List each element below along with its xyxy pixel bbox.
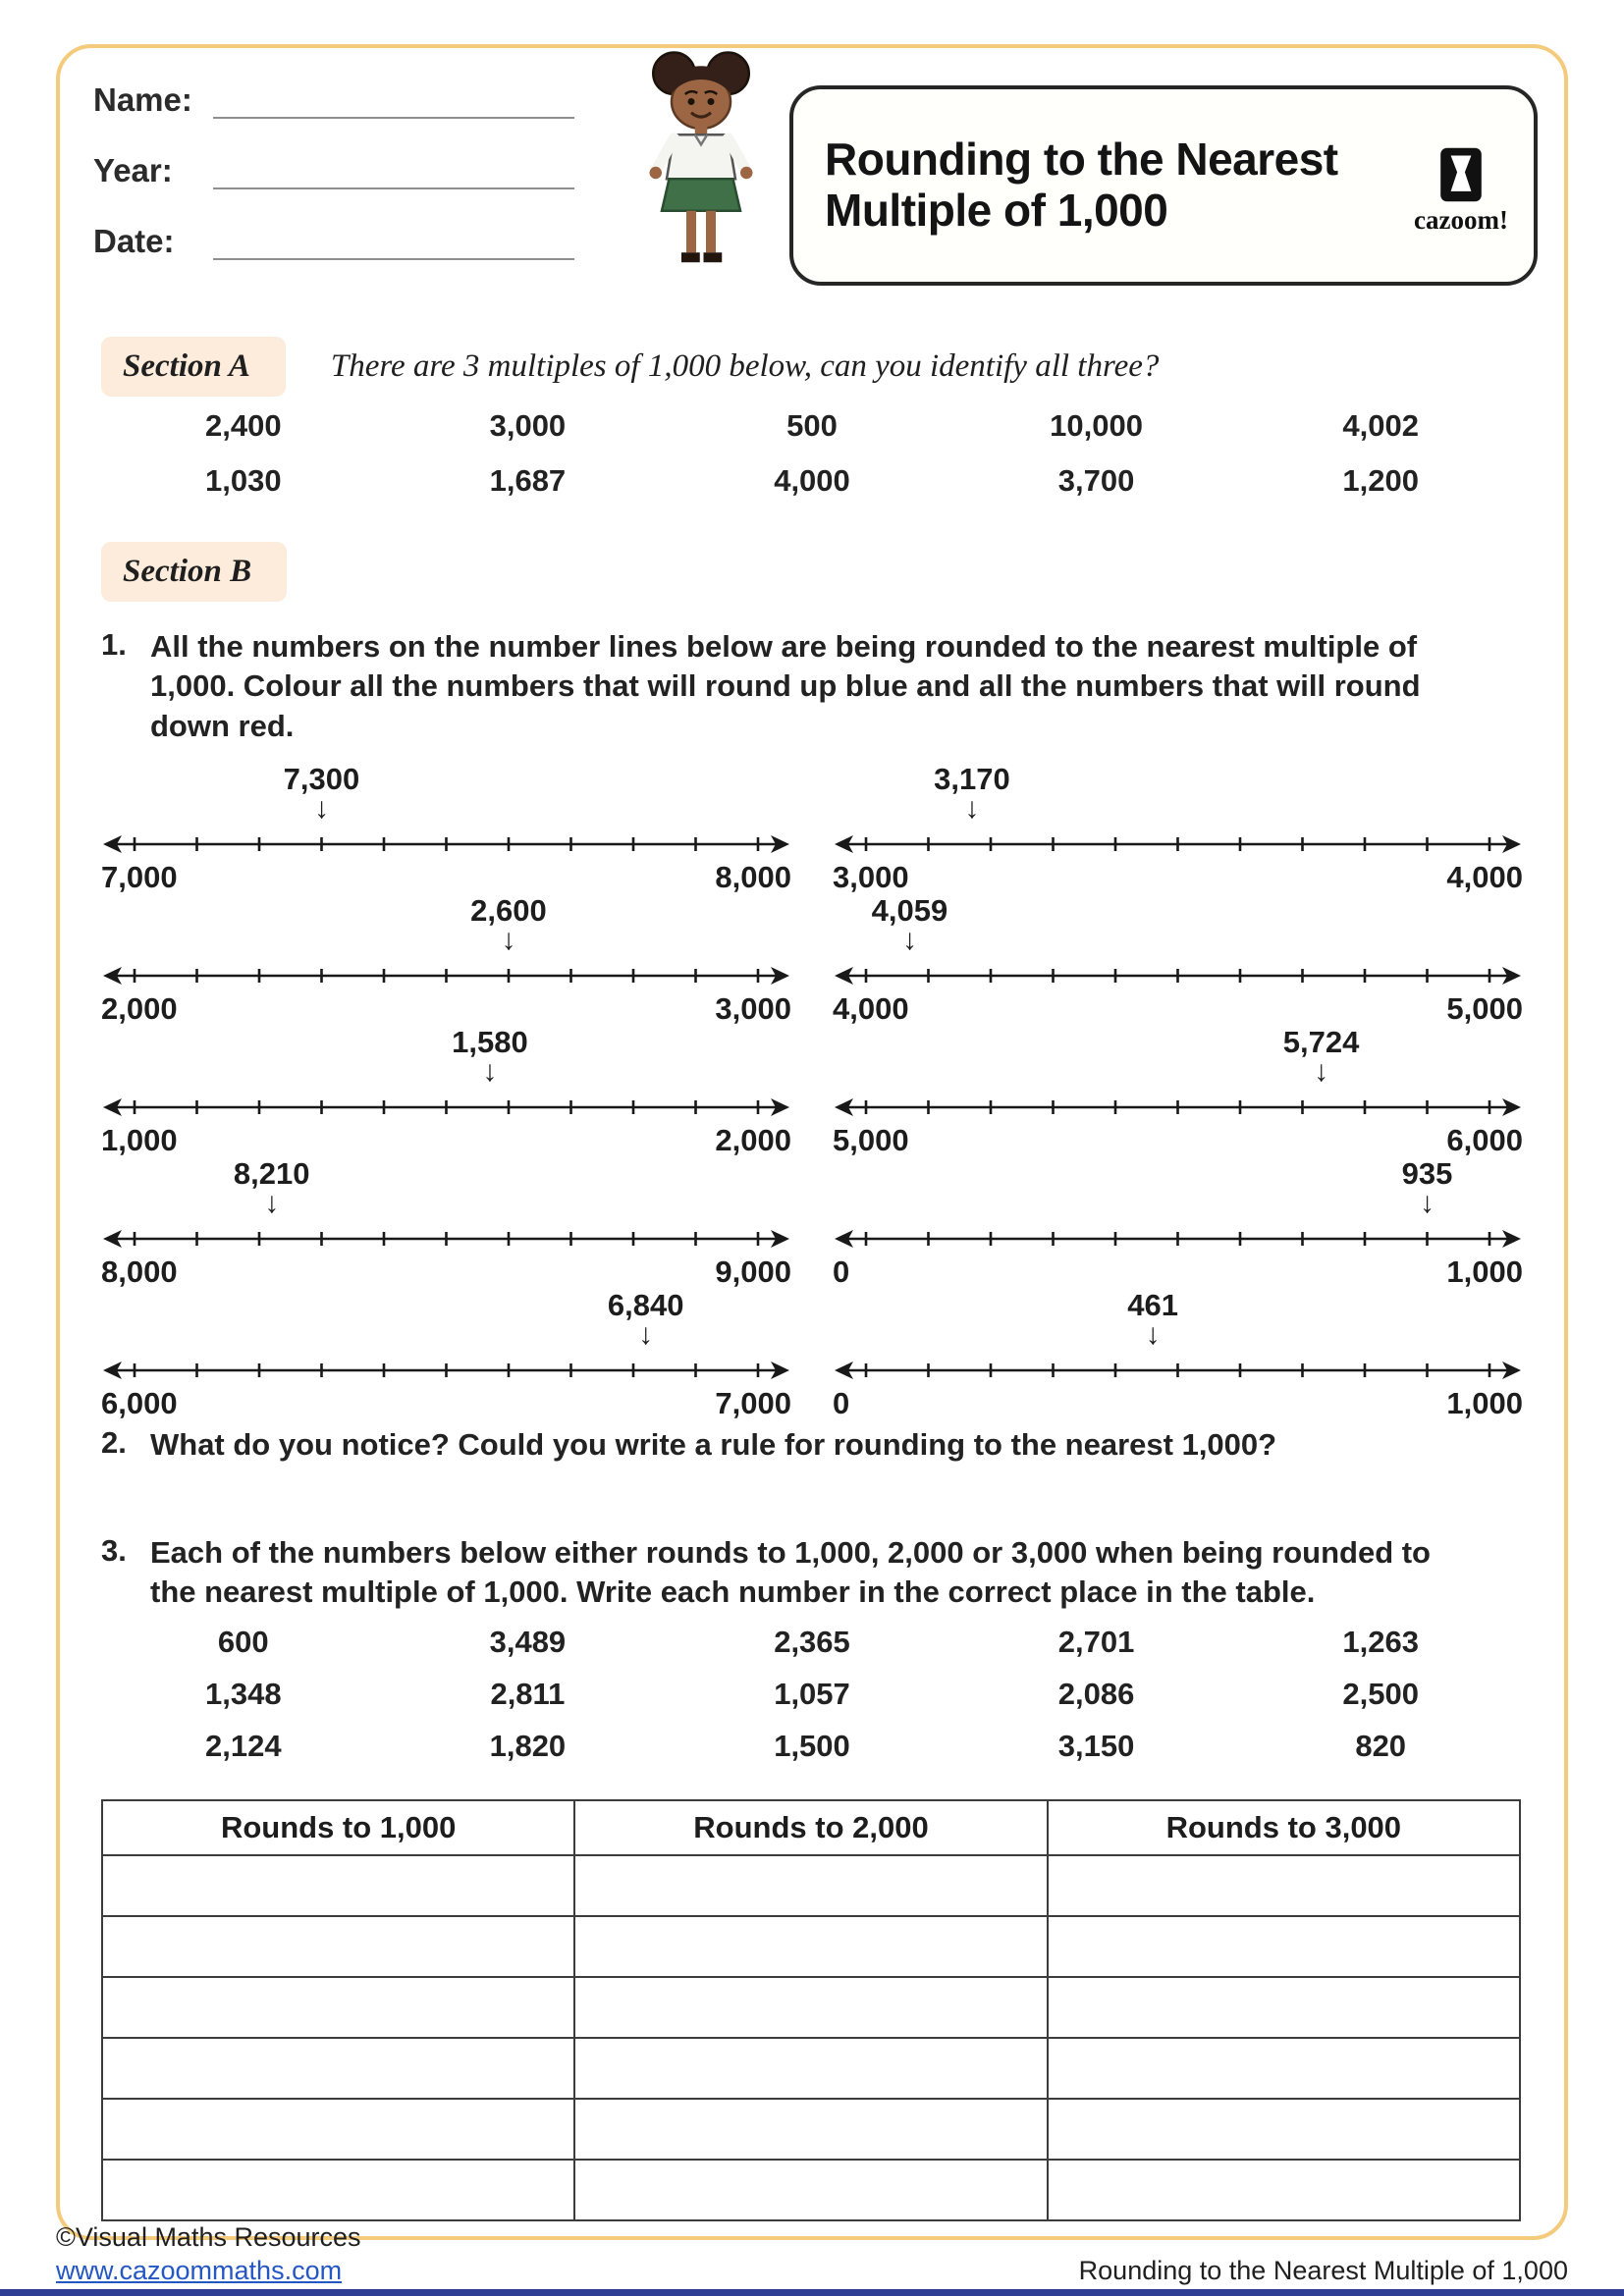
- number-line-range: [833, 1386, 1523, 1421]
- name-label: Name:: [93, 81, 192, 118]
- number-line-axis: [101, 962, 791, 989]
- answer-cell[interactable]: [574, 1855, 1047, 1916]
- marked-point: [283, 761, 360, 825]
- marked-point: [1127, 1287, 1178, 1351]
- answer-cell[interactable]: [102, 1977, 574, 2038]
- section-a-number: 3,000: [489, 408, 567, 443]
- down-arrow-icon: ↓: [482, 1054, 498, 1088]
- answer-cell[interactable]: [102, 2038, 574, 2099]
- rounding-answer-table: [101, 1799, 1521, 2221]
- range-start-label: 4,000: [833, 990, 909, 1026]
- cazoom-logo-text: cazoom!: [1414, 204, 1508, 235]
- question-3-text: Each of the numbers below either rounds to 1,000, 2,000 or 3,000 when being rounded to the nearest multiple of 1,000. Write each number in the correct place in the table.: [150, 1535, 1431, 1610]
- range-start-label: 5,000: [833, 1122, 909, 1157]
- number-line-axis: [833, 962, 1523, 989]
- number-line: [101, 1156, 791, 1288]
- marked-number-label: 4,059: [871, 892, 948, 928]
- number-line-axis: [101, 1094, 791, 1121]
- answer-cell[interactable]: [102, 1916, 574, 1977]
- number-line-range: [101, 1123, 791, 1158]
- section-a-number: 1,200: [1342, 463, 1419, 498]
- section-a-numbers: [101, 408, 1523, 499]
- number-line-range: [833, 991, 1523, 1027]
- section-a-question: There are 3 multiples of 1,000 below, can you identify all three?: [330, 348, 1160, 384]
- range-start-label: 2,000: [101, 990, 178, 1026]
- number-line-range: [101, 1255, 791, 1290]
- question-3-number-item: 1,500: [774, 1728, 850, 1763]
- number-line: [833, 762, 1523, 893]
- number-line: [101, 762, 791, 893]
- question-2-text: What do you notice? Could you write a rule for rounding to the nearest 1,000?: [150, 1426, 1277, 1462]
- marked-number-label: 2,600: [470, 892, 547, 928]
- question-1-text: All the numbers on the number lines below are being rounded to the nearest multiple of 1,000. Colour all the numbers that will round up blue and all the numbers that will round down red.: [150, 629, 1421, 743]
- range-start-label: 1,000: [101, 1122, 178, 1157]
- table-header-cell: Rounds to 1,000: [102, 1800, 574, 1855]
- date-input-line[interactable]: [213, 225, 574, 260]
- question-2: [101, 1425, 1523, 1465]
- year-input-line[interactable]: [213, 154, 574, 189]
- marked-point: [452, 1024, 528, 1088]
- range-start-label: 3,000: [833, 859, 909, 894]
- range-end-label: 4,000: [1446, 859, 1523, 894]
- marked-point: [1282, 1024, 1360, 1088]
- number-line: [833, 1288, 1523, 1419]
- question-3: [101, 1533, 1523, 1613]
- question-3-numbers: [101, 1625, 1523, 1764]
- table-header-cell: Rounds to 2,000: [574, 1800, 1047, 1855]
- name-field: [93, 81, 574, 119]
- number-line-range: [101, 991, 791, 1027]
- question-3-number-item: 1,820: [489, 1728, 567, 1763]
- number-line: [101, 1288, 791, 1419]
- number-line-range: [101, 860, 791, 895]
- number-line-axis: [833, 1094, 1523, 1121]
- number-line-axis: [101, 1225, 791, 1253]
- range-end-label: 6,000: [1446, 1122, 1523, 1157]
- down-arrow-icon: ↓: [501, 923, 516, 956]
- question-3-number-item: 2,811: [490, 1676, 566, 1711]
- question-3-number-item: 2,365: [774, 1624, 850, 1659]
- section-a-number: 500: [786, 408, 838, 443]
- section-a-number: 3,700: [1057, 463, 1135, 498]
- question-1: [101, 627, 1523, 746]
- question-3-number-item: 3,150: [1057, 1728, 1135, 1763]
- answer-cell[interactable]: [102, 1855, 574, 1916]
- page-border: [56, 44, 1568, 2240]
- marked-point: [871, 892, 948, 956]
- page-footer: [56, 2222, 1568, 2286]
- marked-point: [607, 1287, 684, 1351]
- answer-cell[interactable]: [1048, 1855, 1520, 1916]
- question-3-number: 3.: [101, 1533, 127, 1569]
- range-start-label: 0: [833, 1385, 850, 1420]
- question-3-number-item: 2,500: [1342, 1676, 1419, 1711]
- answer-cell[interactable]: [574, 1916, 1047, 1977]
- answer-cell[interactable]: [102, 2160, 574, 2220]
- question-3-number-item: 820: [1355, 1728, 1407, 1763]
- marked-number-label: 461: [1127, 1287, 1178, 1322]
- year-field: [93, 152, 574, 189]
- number-line: [833, 1156, 1523, 1288]
- range-end-label: 1,000: [1446, 1254, 1523, 1289]
- date-label: Date:: [93, 223, 175, 259]
- question-1-number: 1.: [101, 627, 127, 662]
- range-end-label: 2,000: [715, 1122, 791, 1157]
- cazoom-logo-icon: [1435, 146, 1487, 203]
- question-3-number-item: 2,701: [1057, 1624, 1135, 1659]
- answer-cell[interactable]: [574, 2160, 1047, 2220]
- down-arrow-icon: ↓: [1314, 1054, 1329, 1088]
- section-a-number: 10,000: [1050, 408, 1143, 443]
- number-line: [101, 1025, 791, 1156]
- section-a-number: 1,030: [205, 463, 282, 498]
- question-3-number-item: 600: [217, 1624, 269, 1659]
- question-3-number-item: 2,124: [205, 1728, 282, 1763]
- table-row: [102, 1855, 1520, 1916]
- range-end-label: 9,000: [715, 1254, 791, 1289]
- year-label: Year:: [93, 152, 173, 188]
- bottom-accent-bar: [0, 2289, 1624, 2296]
- range-end-label: 7,000: [715, 1385, 791, 1420]
- marked-number-label: 3,170: [934, 761, 1010, 796]
- footer-website-link[interactable]: www.cazoommaths.com: [56, 2256, 343, 2285]
- range-start-label: 0: [833, 1254, 850, 1289]
- title-line-2: Multiple of 1,000: [825, 185, 1168, 236]
- worksheet-title: [825, 134, 1410, 236]
- question-3-number-item: 3,489: [489, 1624, 567, 1659]
- section-a-number: 4,000: [774, 463, 850, 498]
- footer-copyright: ©Visual Maths Resources: [56, 2222, 361, 2252]
- title-box: [789, 85, 1538, 286]
- table-header-cell: Rounds to 3,000: [1048, 1800, 1520, 1855]
- answer-cell[interactable]: [574, 2099, 1047, 2160]
- section-a-number: 2,400: [205, 408, 282, 443]
- marked-number-label: 6,840: [607, 1287, 684, 1322]
- range-start-label: 7,000: [101, 859, 178, 894]
- name-input-line[interactable]: [213, 83, 574, 119]
- down-arrow-icon: ↓: [313, 791, 329, 825]
- table-row: [102, 2099, 1520, 2160]
- marked-number-label: 7,300: [283, 761, 360, 796]
- table-row: [102, 2160, 1520, 2220]
- number-line-axis: [101, 830, 791, 858]
- answer-cell[interactable]: [1048, 2038, 1520, 2099]
- answer-cell[interactable]: [1048, 2160, 1520, 2220]
- down-arrow-icon: ↓: [1145, 1317, 1161, 1351]
- down-arrow-icon: ↓: [264, 1186, 280, 1219]
- number-line-range: [101, 1386, 791, 1421]
- answer-cell[interactable]: [102, 2099, 574, 2160]
- question-3-number-item: 1,057: [774, 1676, 850, 1711]
- number-line: [101, 893, 791, 1025]
- question-3-number-item: 1,348: [205, 1676, 282, 1711]
- answer-cell[interactable]: [1048, 1916, 1520, 1977]
- number-line: [833, 1025, 1523, 1156]
- answer-writing-space[interactable]: [101, 1465, 1523, 1533]
- student-character-illustration: [627, 46, 775, 280]
- section-b-header: [101, 542, 1523, 602]
- footer-document-title: Rounding to the Nearest Multiple of 1,000: [1078, 2256, 1568, 2285]
- down-arrow-icon: ↓: [901, 923, 917, 956]
- section-a-header: [101, 337, 1523, 397]
- worksheet-header: [93, 74, 1523, 321]
- table-row: [102, 1977, 1520, 2038]
- footer-left: [56, 2222, 361, 2286]
- number-line-axis: [833, 1225, 1523, 1253]
- question-3-number-item: 2,086: [1057, 1676, 1135, 1711]
- range-end-label: 1,000: [1446, 1385, 1523, 1420]
- table-row: [102, 2038, 1520, 2099]
- range-end-label: 5,000: [1446, 990, 1523, 1026]
- number-line-axis: [101, 1357, 791, 1384]
- marked-point: [233, 1155, 310, 1219]
- marked-point: [470, 892, 547, 956]
- down-arrow-icon: ↓: [1419, 1186, 1435, 1219]
- marked-number-label: 8,210: [233, 1155, 310, 1191]
- range-start-label: 6,000: [101, 1385, 178, 1420]
- cazoom-logo: [1410, 146, 1512, 236]
- question-2-number: 2.: [101, 1424, 127, 1460]
- section-a-number: 4,002: [1342, 408, 1419, 443]
- down-arrow-icon: ↓: [964, 791, 980, 825]
- date-field: [93, 223, 574, 260]
- marked-point: [934, 761, 1010, 825]
- number-lines-grid: [101, 762, 1523, 1419]
- number-line-range: [833, 1123, 1523, 1158]
- answer-cell[interactable]: [574, 2038, 1047, 2099]
- marked-number-label: 1,580: [452, 1024, 528, 1059]
- section-b-label: Section B: [101, 542, 287, 602]
- question-3-number-item: 1,263: [1342, 1624, 1419, 1659]
- answer-cell[interactable]: [1048, 1977, 1520, 2038]
- answer-cell[interactable]: [574, 1977, 1047, 2038]
- section-a-number: 1,687: [489, 463, 567, 498]
- range-end-label: 3,000: [715, 990, 791, 1026]
- down-arrow-icon: ↓: [638, 1317, 654, 1351]
- number-line-range: [833, 860, 1523, 895]
- title-line-1: Rounding to the Nearest: [825, 133, 1338, 186]
- number-line-range: [833, 1255, 1523, 1290]
- marked-number-label: 935: [1401, 1155, 1453, 1191]
- marked-number-label: 5,724: [1282, 1024, 1360, 1059]
- student-info-fields: [93, 81, 574, 294]
- table-row: [102, 1916, 1520, 1977]
- section-a-label: Section A: [101, 337, 286, 397]
- number-line-axis: [833, 830, 1523, 858]
- marked-point: [1401, 1155, 1453, 1219]
- range-start-label: 8,000: [101, 1254, 178, 1289]
- answer-cell[interactable]: [1048, 2099, 1520, 2160]
- range-end-label: 8,000: [715, 859, 791, 894]
- number-line: [833, 893, 1523, 1025]
- number-line-axis: [833, 1357, 1523, 1384]
